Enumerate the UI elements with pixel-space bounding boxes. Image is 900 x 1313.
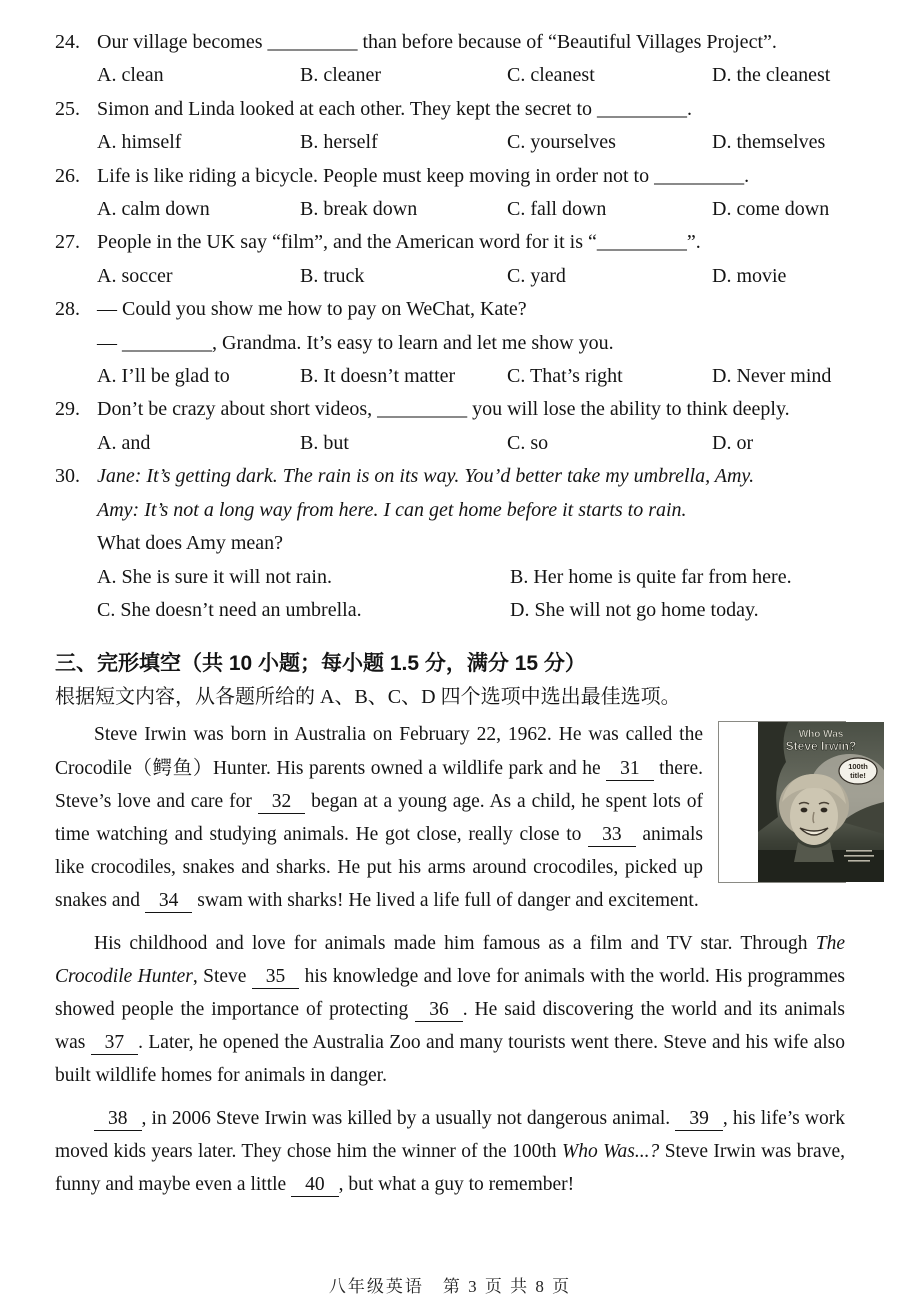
question-number: 30. <box>55 465 80 488</box>
blank-36: 36 <box>415 999 463 1022</box>
option-a: A. clean <box>97 64 164 87</box>
option-d: D. the cleanest <box>712 64 831 87</box>
options-row-2 <box>97 594 845 627</box>
passage-text: swam with sharks! He lived a life full of danger and excitement. <box>192 890 699 912</box>
cover-eye-left <box>801 808 808 813</box>
question-stem-line2: — _________, Grandma. It’s easy to learn and let me show you. <box>97 331 614 354</box>
cover-badge-line2: title! <box>850 771 866 781</box>
option-d: D. movie <box>712 264 787 287</box>
options-row <box>97 427 845 460</box>
blank-34: 34 <box>145 890 193 913</box>
option-d: D. Never mind <box>712 365 832 388</box>
passage-text: there. Steve’s love and care for <box>55 757 703 812</box>
passage-book-title: The Crocodile Hunter <box>55 932 845 987</box>
option-a: A. She is sure it will not rain. <box>97 565 332 588</box>
option-a: A. calm down <box>97 198 210 221</box>
option-a: A. soccer <box>97 264 173 287</box>
section-heading: 三、完形填空（共 10 小题；每小题 1.5 分，满分 15 分） <box>55 652 586 676</box>
cover-title-line1: Who Was <box>798 729 844 741</box>
blank-37: 37 <box>91 1032 139 1055</box>
question-26 <box>55 160 845 227</box>
option-c: C. She doesn’t need an umbrella. <box>97 598 362 621</box>
option-a: A. I’ll be glad to <box>97 365 230 388</box>
question-number: 28. <box>55 298 80 321</box>
blank-31: 31 <box>606 758 654 781</box>
blank-38: 38 <box>94 1108 142 1131</box>
option-d: D. or <box>712 431 754 454</box>
question-dialogue-amy: Amy: It’s not a long way from here. I can get home before it starts to rain. <box>97 498 687 521</box>
question-number: 26. <box>55 164 80 187</box>
question-stem: Don’t be crazy about short videos, _________ you will lose the ability to think deeply. <box>97 398 790 421</box>
cover-eye-right <box>821 808 828 813</box>
option-b: B. cleaner <box>300 64 382 87</box>
question-number: 27. <box>55 231 80 254</box>
page-footer: 八年级英语 第 3 页 共 8 页 <box>328 1277 572 1296</box>
option-b: B. truck <box>300 264 365 287</box>
question-prompt: What does Amy mean? <box>97 532 284 555</box>
passage-text: his knowledge and love for animals with the world. His programmes showed people the importance of protecting <box>55 965 846 1020</box>
passage-text: , but what a guy to remember! <box>338 1173 575 1195</box>
passage-text: Steve Irwin was brave, funny and maybe even a little <box>55 1140 845 1195</box>
cloze-passage <box>55 718 868 1201</box>
passage-paragraph-3 <box>55 1102 845 1202</box>
question-number: 25. <box>55 97 80 120</box>
passage-text: His childhood and love for animals made him famous as a film and TV star. Through <box>94 932 816 954</box>
blank-35: 35 <box>252 966 300 989</box>
options-row <box>97 59 845 92</box>
option-a: A. himself <box>97 131 182 154</box>
question-stem: Simon and Linda looked at each other. They kept the secret to _________. <box>97 97 693 120</box>
blank-40: 40 <box>291 1174 339 1197</box>
passage-text: animals like crocodiles, snakes and sharks. He put his arms around crocodiles, picked up snakes and <box>55 823 703 912</box>
cover-badge <box>839 758 877 784</box>
option-b: B. It doesn’t matter <box>300 365 456 388</box>
cover-badge-line1: 100th <box>848 762 868 772</box>
option-c: C. cleanest <box>507 64 595 87</box>
option-c: C. fall down <box>507 198 607 221</box>
options-row <box>97 126 845 159</box>
options-row <box>97 360 845 393</box>
option-a: A. and <box>97 431 151 454</box>
question-25 <box>55 93 845 160</box>
passage-paragraph-1 <box>55 718 868 917</box>
question-27 <box>55 226 845 293</box>
option-b: B. Her home is quite far from here. <box>510 565 792 588</box>
option-c: C. yard <box>507 264 566 287</box>
blank-32: 32 <box>258 791 306 814</box>
option-b: B. but <box>300 431 349 454</box>
options-row <box>97 193 845 226</box>
cover-face <box>790 787 838 845</box>
question-stem: People in the UK say “film”, and the American word for it is “_________”. <box>97 231 701 254</box>
question-number: 24. <box>55 31 80 53</box>
option-b: B. break down <box>300 198 418 221</box>
question-dialogue-jane: Jane: It’s getting dark. The rain is on its way. You’d better take my umbrella, Amy. <box>97 465 755 488</box>
option-c: C. That’s right <box>507 365 623 388</box>
option-c: C. yourselves <box>507 131 616 154</box>
passage-text: , his life’s work moved kids years later. They chose him the winner of the 100th <box>55 1107 845 1162</box>
question-number: 29. <box>55 398 80 421</box>
options-row <box>97 260 845 293</box>
option-d: D. come down <box>712 198 830 221</box>
question-stem: Life is like riding a bicycle. People must keep moving in order not to _________. <box>97 164 750 187</box>
book-cover-image <box>719 722 868 882</box>
blank-33: 33 <box>588 824 636 847</box>
passage-paragraph-2 <box>55 927 845 1093</box>
question-24 <box>55 26 845 93</box>
option-c: C. so <box>507 431 549 454</box>
question-stem: Our village becomes _________ than before because of “Beautiful Villages Project”. <box>97 31 777 53</box>
question-28 <box>55 293 845 393</box>
option-b: B. herself <box>300 131 378 154</box>
section-instructions: 根据短文内容，从各题所给的 A、B、C、D 四个选项中选出最佳选项。 <box>55 686 681 709</box>
passage-text: . Later, he opened the Australia Zoo and many tourists went there. Steve and his wife also built wildlife homes for animals in danger. <box>55 1032 845 1087</box>
option-d: D. She will not go home today. <box>510 598 759 621</box>
passage-text: . He said discovering the world and its animals was <box>55 998 845 1054</box>
passage-series-title: Who Was...? <box>561 1140 660 1162</box>
passage-text: began at a young age. As a child, he spent lots of time watching and studying animals. He got close, really close to <box>55 790 703 845</box>
question-30 <box>55 460 845 627</box>
passage-text: Steve Irwin was born in Australia on February 22, 1962. He was called the Crocodile（鳄鱼）Hunter. His parents owned a wildlife park and he <box>55 724 703 779</box>
options-row-1 <box>97 561 845 594</box>
question-29 <box>55 393 845 460</box>
passage-text: , in 2006 Steve Irwin was killed by a usually not dangerous animal. <box>141 1107 676 1129</box>
option-d: D. themselves <box>712 131 826 154</box>
cover-title-line2: Steve Irwin? <box>785 739 857 754</box>
blank-39: 39 <box>675 1108 723 1131</box>
question-stem-line1: — Could you show me how to pay on WeChat, Kate? <box>97 298 527 321</box>
passage-text: , Steve <box>192 965 252 987</box>
